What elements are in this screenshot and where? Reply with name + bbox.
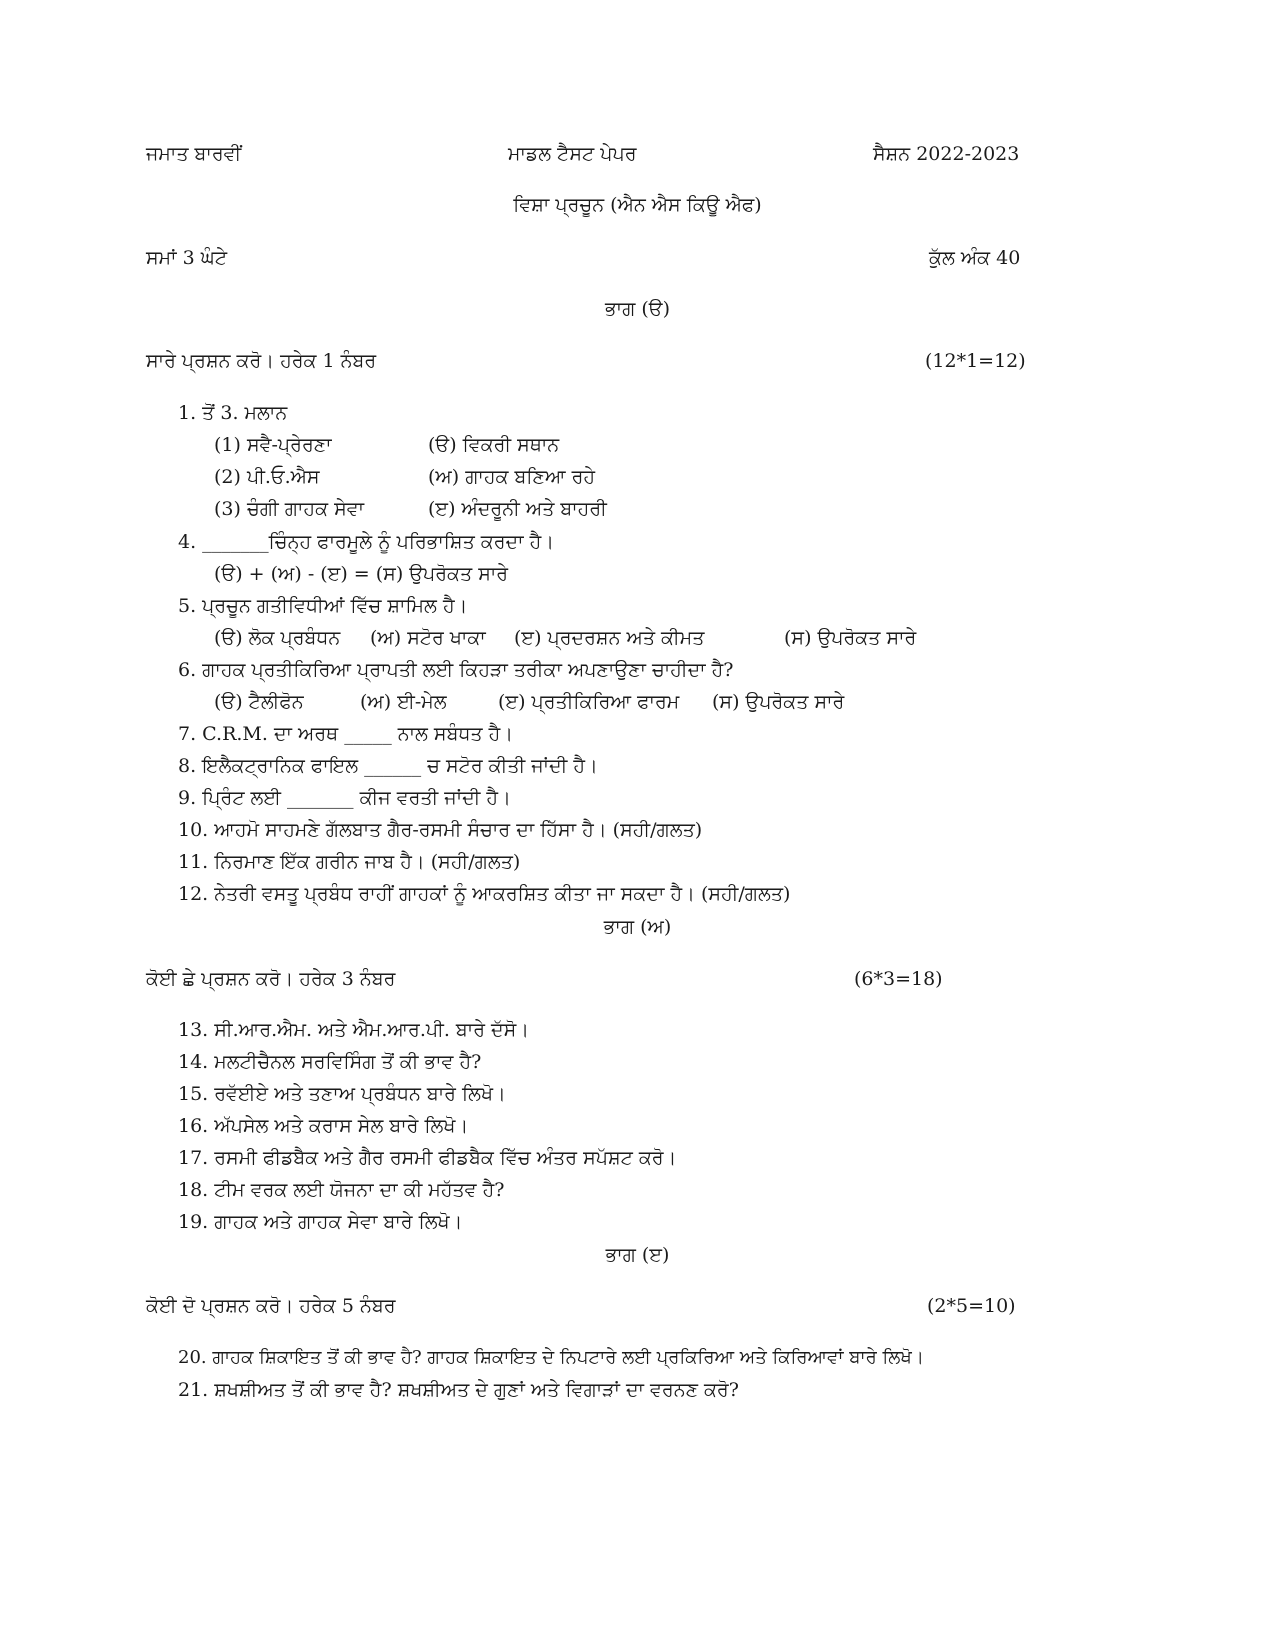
question-12: 12. ਨੇਤਰੀ ਵਸਤੂ ਪ੍ਰਬੰਧ ਰਾਹੀਂ ਗਾਹਕਾਂ ਨੂੰ ਆਕਰਸ਼ਿਤ ਕੀਤਾ ਜਾ ਸਕਦਾ ਹੈ। (ਸਹੀ/ਗਲਤ) [178,883,791,905]
question-11: 11. ਨਿਰਮਾਣ ਇੱਕ ਗਰੀਨ ਜਾਬ ਹੈ। (ਸਹੀ/ਗਲਤ) [178,851,521,873]
part-c-marks: (2*5=10) [927,1295,1016,1317]
question-6-option-a: (ੳ) ਟੈਲੀਫੋਨ [214,691,304,713]
question-9: 9. ਪ੍ਰਿੰਟ ਲਈ _______ ਕੀਜ ਵਰਤੀ ਜਾਂਦੀ ਹੈ। [178,787,511,809]
question-8: 8. ਇਲੈਕਟ੍ਰਾਨਿਕ ਫਾਇਲ ______ ਚ ਸਟੋਰ ਕੀਤੀ ਜਾਂਦੀ ਹੈ। [178,755,598,777]
question-5-option-c: (ੲ) ਪ੍ਰਦਰਸ਼ਨ ਅਤੇ ਕੀਮਤ [514,627,705,649]
time-label: ਸਮਾਂ 3 ਘੰਟੇ [146,247,228,269]
question-17: 17. ਰਸਮੀ ਫੀਡਬੈਕ ਅਤੇ ਗੈਰ ਰਸਮੀ ਫੀਡਬੈਕ ਵਿੱਚ ਅੰਤਰ ਸਪੱਸ਼ਟ ਕਰੋ। [178,1147,677,1169]
question-13: 13. ਸੀ.ਆਰ.ਐਮ. ਅਤੇ ਐਮ.ਆਰ.ਪੀ. ਬਾਰੇ ਦੱਸੋ। [178,1019,530,1041]
question-6-option-b: (ਅ) ਈ-ਮੇਲ [360,691,447,713]
question-5: 5. ਪ੍ਰਚੂਨ ਗਤੀਵਿਧੀਆਂ ਵਿੱਚ ਸ਼ਾਮਿਲ ਹੈ। [178,595,468,617]
part-b-instruction: ਕੋਈ ਛੇ ਪ੍ਰਸ਼ਨ ਕਰੋ। ਹਰੇਕ 3 ਨੰਬਰ [146,968,396,990]
match-right-3: (ੲ) ਅੰਦਰੂਨੀ ਅਤੇ ਬਾਹਰੀ [428,498,607,520]
question-19: 19. ਗਾਹਕ ਅਤੇ ਗਾਹਕ ਸੇਵਾ ਬਾਰੇ ਲਿਖੋ। [178,1211,463,1233]
question-21: 21. ਸ਼ਖਸ਼ੀਅਤ ਤੋਂ ਕੀ ਭਾਵ ਹੈ? ਸ਼ਖਸ਼ੀਅਤ ਦੇ ਗੁਣਾਂ ਅਤੇ ਵਿਗਾੜਾਂ ਦਾ ਵਰਨਣ ਕਰੋ? [178,1379,739,1401]
question-7: 7. C.R.M. ਦਾ ਅਰਥ _____ ਨਾਲ ਸਬੰਧਤ ਹੈ। [178,723,514,745]
part-c-heading: ਭਾਗ (ੲ) [605,1244,670,1266]
match-left-2: (2) ਪੀ.ਓ.ਐਸ [214,466,320,488]
match-left-3: (3) ਚੰਗੀ ਗਾਹਕ ਸੇਵਾ [214,498,365,520]
part-a-marks: (12*1=12) [925,350,1026,372]
total-marks-label: ਕੁੱਲ ਅੰਕ 40 [929,247,1021,269]
question-18: 18. ਟੀਮ ਵਰਕ ਲਈ ਯੋਜਨਾ ਦਾ ਕੀ ਮਹੱਤਵ ਹੈ? [178,1179,505,1201]
question-16: 16. ਅੱਪਸੇਲ ਅਤੇ ਕਰਾਸ ਸੇਲ ਬਾਰੇ ਲਿਖੋ। [178,1115,469,1137]
question-15: 15. ਰਵੱਈਏ ਅਤੇ ਤਣਾਅ ਪ੍ਰਬੰਧਨ ਬਾਰੇ ਲਿਖੋ। [178,1083,506,1105]
question-4-options: (ੳ) + (ਅ) - (ੲ) = (ਸ) ਉਪਰੋਕਤ ਸਾਰੇ [214,563,509,585]
part-b-heading: ਭਾਗ (ਅ) [603,916,672,938]
session-label: ਸੈਸ਼ਨ 2022-2023 [873,143,1020,165]
match-right-1: (ੳ) ਵਿਕਰੀ ਸਥਾਨ [428,434,560,456]
question-6-option-d: (ਸ) ਉਪਰੋਕਤ ਸਾਰੇ [712,691,845,713]
part-c-instruction: ਕੋਈ ਦੋ ਪ੍ਰਸ਼ਨ ਕਰੋ। ਹਰੇਕ 5 ਨੰਬਰ [146,1295,396,1317]
question-5-option-b: (ਅ) ਸਟੋਰ ਖਾਕਾ [370,627,486,649]
part-a-instruction: ਸਾਰੇ ਪ੍ਰਸ਼ਨ ਕਰੋ। ਹਰੇਕ 1 ਨੰਬਰ [146,350,377,372]
question-5-option-a: (ੳ) ਲੋਕ ਪ੍ਰਬੰਧਨ [214,627,341,649]
question-1-title: 1. ਤੋਂ 3. ਮਲਾਨ [178,402,288,424]
paper-title: ਮਾਡਲ ਟੈਸਟ ਪੇਪਰ [508,143,637,165]
class-label: ਜਮਾਤ ਬਾਰਵੀਂ [146,143,242,165]
question-14: 14. ਮਲਟੀਚੈਨਲ ਸਰਵਿਸਿੰਗ ਤੋਂ ਕੀ ਭਾਵ ਹੈ? [178,1051,482,1073]
question-20: 20. ਗਾਹਕ ਸ਼ਿਕਾਇਤ ਤੋਂ ਕੀ ਭਾਵ ਹੈ? ਗਾਹਕ ਸ਼ਿਕਾਇਤ ਦੇ ਨਿਪਟਾਰੇ ਲਈ ਪ੍ਰਕਿਰਿਆ ਅਤੇ ਕਿਰਿਆਵਾਂ ਬਾਰੇ ਲਿਖੋ। [178,1347,924,1368]
part-b-marks: (6*3=18) [854,968,943,990]
question-10: 10. ਆਹਮੋ ਸਾਹਮਣੇ ਗੱਲਬਾਤ ਗੈਰ-ਰਸਮੀ ਸੰਚਾਰ ਦਾ ਹਿੱਸਾ ਹੈ। (ਸਹੀ/ਗਲਤ) [178,819,703,841]
question-5-option-d: (ਸ) ਉਪਰੋਕਤ ਸਾਰੇ [784,627,917,649]
question-6-option-c: (ੲ) ਪ੍ਰਤੀਕਿਰਿਆ ਫਾਰਮ [498,691,680,713]
question-6: 6. ਗਾਹਕ ਪ੍ਰਤੀਕਿਰਿਆ ਪ੍ਰਾਪਤੀ ਲਈ ਕਿਹੜਾ ਤਰੀਕਾ ਅਪਣਾਉਣਾ ਚਾਹੀਦਾ ਹੈ? [178,659,734,681]
part-a-heading: ਭਾਗ (ੳ) [605,298,670,320]
match-left-1: (1) ਸਵੈ-ਪ੍ਰੇਰਣਾ [214,434,332,456]
question-4: 4. _______ਚਿੰਨ੍ਹ ਫਾਰਮੂਲੇ ਨੂੰ ਪਰਿਭਾਸ਼ਿਤ ਕਰਦਾ ਹੈ। [178,531,555,553]
match-right-2: (ਅ) ਗਾਹਕ ਬਣਿਆ ਰਹੇ [428,466,596,488]
subject-title: ਵਿਸ਼ਾ ਪ੍ਰਚੂਨ (ਐਨ ਐਸ ਕਿਊ ਐਫ) [513,194,762,216]
